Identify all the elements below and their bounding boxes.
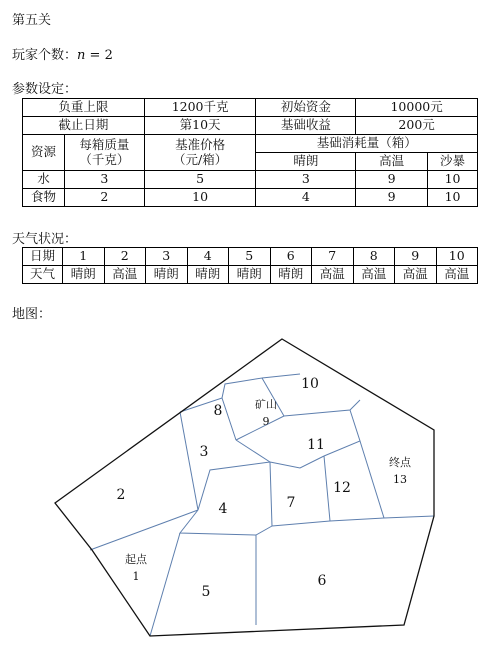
region-2-number: 2: [116, 487, 126, 503]
day-cell: 5: [229, 248, 271, 266]
consumption-header: 基础消耗量（箱）: [256, 135, 478, 153]
edge-7-6: [272, 516, 434, 526]
weather-cell: 晴朗: [270, 266, 312, 284]
resource-mass: 3: [64, 171, 144, 189]
player-count-equals: =: [85, 48, 105, 63]
edge-7-12: [324, 456, 330, 521]
resource-header: 资源: [23, 135, 65, 171]
resource-price: 5: [144, 171, 256, 189]
player-count-line: [12, 44, 113, 63]
sandstorm-header: 沙暴: [428, 153, 478, 171]
weather-cell: 高温: [353, 266, 395, 284]
resource-sunny: 4: [256, 189, 356, 207]
param-header-row-1: [23, 135, 478, 153]
region-1-tag: 起点: [125, 553, 147, 566]
base-price-title: 基准价格: [175, 137, 226, 153]
region-6-number: 6: [317, 573, 327, 589]
deadline-value: 第10天: [144, 117, 256, 135]
region-1-number: 1: [132, 570, 140, 583]
base-income-label: 基础收益: [256, 117, 356, 135]
weather-cell: 晴朗: [63, 266, 105, 284]
player-count-variable: n: [77, 48, 86, 63]
day-cell: 4: [187, 248, 229, 266]
day-cell: 10: [436, 248, 478, 266]
weather-day-row: [23, 248, 478, 266]
region-5-number: 5: [201, 584, 211, 600]
map-section-label: 地图：: [12, 307, 52, 322]
weather-cell: 高温: [436, 266, 478, 284]
weather-table: [22, 247, 478, 284]
edge-4-7: [270, 462, 272, 526]
resource-row-food: [23, 189, 478, 207]
region-13-tag: 终点: [389, 456, 411, 469]
weather-section-label: 天气状况：: [12, 232, 78, 247]
edge-11-12: [324, 410, 360, 456]
max-load-value: 1200千克: [144, 99, 256, 117]
day-cell: 1: [63, 248, 105, 266]
day-cell: 7: [312, 248, 354, 266]
params-section-label: 参数设定：: [12, 82, 78, 97]
weather-cell: 高温: [312, 266, 354, 284]
player-count-value: 2: [104, 48, 113, 63]
max-load-label: 负重上限: [23, 99, 145, 117]
mass-unit: （千克）: [79, 151, 130, 167]
day-cell: 3: [146, 248, 188, 266]
region-11-number: 11: [307, 437, 325, 453]
resource-name: 水: [23, 171, 65, 189]
weather-cell: 高温: [395, 266, 437, 284]
sunny-header: 晴朗: [256, 153, 356, 171]
level-title: 第五关: [12, 13, 52, 28]
day-cell: 6: [270, 248, 312, 266]
resource-row-water: [23, 171, 478, 189]
region-edges: [90, 374, 434, 636]
resource-hot: 9: [356, 171, 428, 189]
region-10-number: 10: [301, 376, 319, 392]
region-4-number: 4: [218, 501, 228, 517]
player-count-label: 玩家个数：: [12, 48, 78, 63]
edge-3-11: [236, 440, 270, 462]
resource-name: 食物: [23, 189, 65, 207]
resource-mass: 2: [64, 189, 144, 207]
weather-condition-row: [23, 266, 478, 284]
region-9-tag: 矿山: [255, 398, 277, 411]
region-9-number: 9: [262, 415, 270, 428]
base-income-value: 200元: [356, 117, 478, 135]
weather-cell: 晴朗: [229, 266, 271, 284]
resource-sunny: 3: [256, 171, 356, 189]
weather-cell: 高温: [104, 266, 146, 284]
edge-3-8: [180, 398, 236, 440]
edge-11-7: [270, 456, 324, 468]
region-3-number: 3: [199, 444, 209, 460]
param-row-load: [23, 99, 478, 117]
region-13-number: 13: [393, 473, 407, 486]
parameter-table: [22, 98, 478, 207]
edge-12-13: [360, 441, 384, 518]
deadline-label: 截止日期: [23, 117, 145, 135]
param-row-deadline: [23, 117, 478, 135]
day-cell: 2: [104, 248, 146, 266]
mass-per-box-header: [64, 135, 144, 171]
region-map: [0, 320, 500, 657]
special-region-labels: [125, 397, 412, 583]
weather-cell: 晴朗: [187, 266, 229, 284]
edge-9-10: [262, 374, 300, 378]
weather-row-label: 天气: [23, 266, 63, 284]
resource-sandstorm: 10: [428, 171, 478, 189]
day-row-label: 日期: [23, 248, 63, 266]
resource-sandstorm: 10: [428, 189, 478, 207]
day-cell: 8: [353, 248, 395, 266]
edge-2-3: [180, 412, 198, 510]
hot-header: 高温: [356, 153, 428, 171]
mass-per-box-title: 每箱质量: [79, 137, 130, 153]
day-cell: 9: [395, 248, 437, 266]
map-outline: [55, 339, 434, 636]
resource-hot: 9: [356, 189, 428, 207]
weather-cell: 晴朗: [146, 266, 188, 284]
region-7-number: 7: [286, 495, 296, 511]
resource-price: 10: [144, 189, 256, 207]
initial-funds-value: 10000元: [356, 99, 478, 117]
edge-3-4: [198, 462, 270, 510]
region-labels: [117, 376, 351, 600]
price-unit: （元/箱）: [173, 151, 228, 167]
edge-10-11: [284, 400, 360, 416]
region-12-number: 12: [333, 480, 351, 496]
initial-funds-label: 初始资金: [256, 99, 356, 117]
region-8-number: 8: [213, 403, 223, 419]
base-price-header: [144, 135, 256, 171]
edge-1-5: [150, 533, 180, 636]
